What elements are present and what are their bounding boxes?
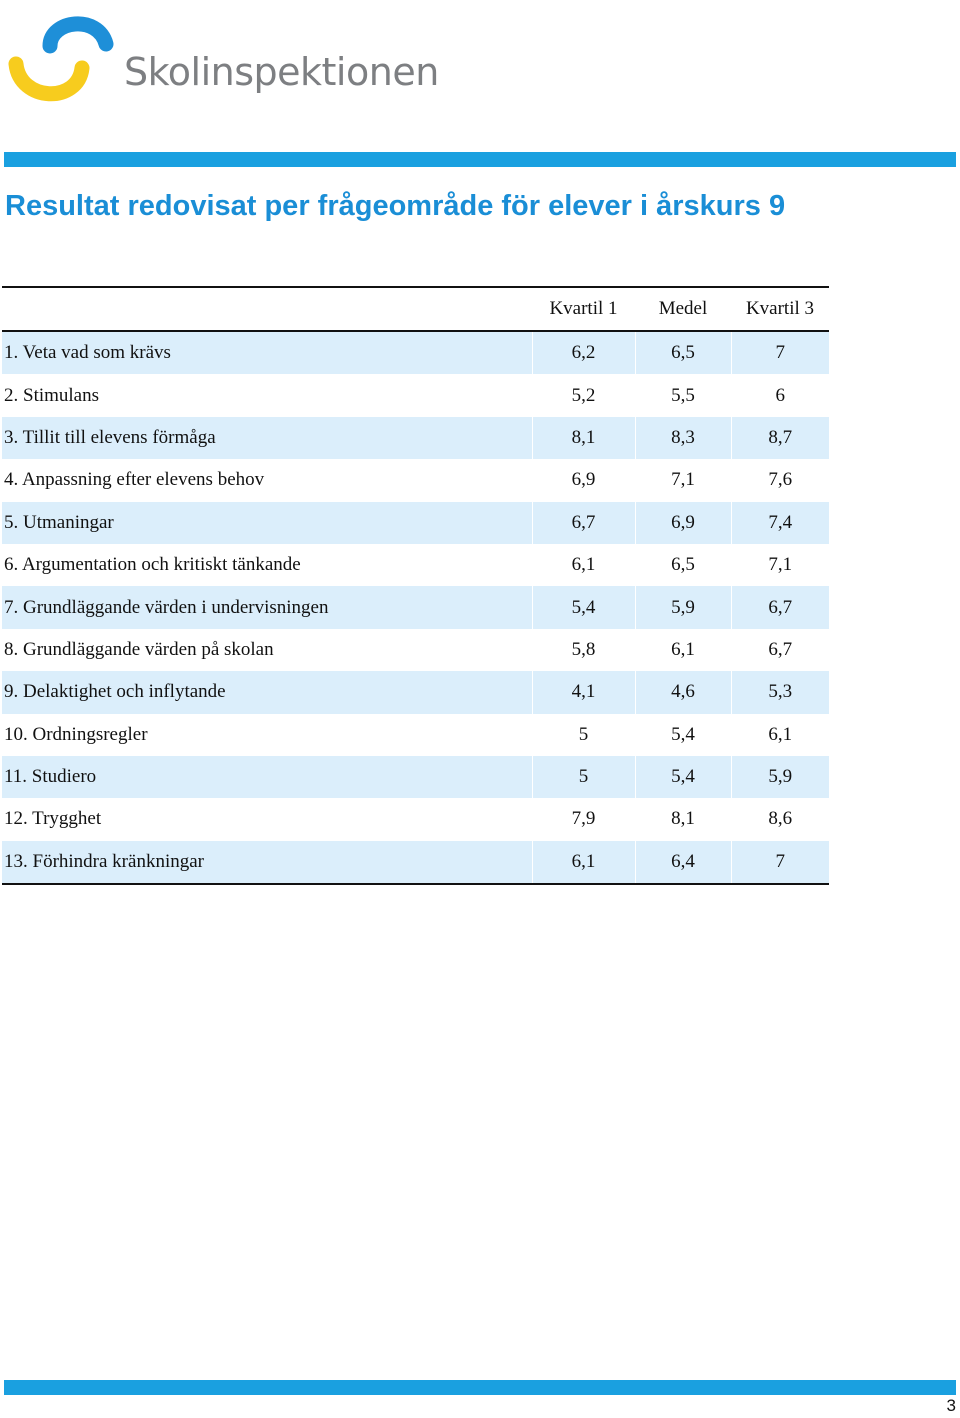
row-label: 6. Argumentation och kritiskt tänkande: [2, 544, 532, 586]
cell-kvartil-3: 6,7: [731, 629, 829, 671]
footer-accent-bar: [4, 1380, 956, 1395]
cell-medel: 8,1: [635, 798, 731, 840]
cell-kvartil-3: 6,7: [731, 586, 829, 628]
logo-text: Skolinspektionen: [124, 50, 439, 94]
table-row: [2, 756, 829, 798]
table-row: [2, 331, 829, 374]
cell-kvartil-3: 6,1: [731, 714, 829, 756]
cell-medel: 5,4: [635, 756, 731, 798]
row-label: 9. Delaktighet och inflytande: [2, 671, 532, 713]
cell-kvartil-1: 7,9: [532, 798, 635, 840]
cell-kvartil-1: 5,4: [532, 586, 635, 628]
row-label: 4. Anpassning efter elevens behov: [2, 459, 532, 501]
column-header-kvartil-1: Kvartil 1: [532, 287, 635, 331]
results-table: [2, 286, 829, 885]
cell-kvartil-3: 8,6: [731, 798, 829, 840]
table-row: [2, 417, 829, 459]
cell-kvartil-3: 8,7: [731, 417, 829, 459]
table-row: [2, 459, 829, 501]
cell-medel: 7,1: [635, 459, 731, 501]
cell-kvartil-3: 7,4: [731, 502, 829, 544]
table-row: [2, 629, 829, 671]
column-header-label: [2, 287, 532, 331]
table-row: [2, 502, 829, 544]
row-label: 3. Tillit till elevens förmåga: [2, 417, 532, 459]
table-row: [2, 544, 829, 586]
cell-kvartil-3: 7: [731, 841, 829, 884]
cell-kvartil-1: 4,1: [532, 671, 635, 713]
cell-kvartil-3: 7: [731, 331, 829, 374]
logo-mark-icon: [6, 6, 126, 116]
cell-kvartil-1: 5,8: [532, 629, 635, 671]
column-header-kvartil-3: Kvartil 3: [731, 287, 829, 331]
cell-kvartil-1: 5: [532, 714, 635, 756]
cell-medel: 5,9: [635, 586, 731, 628]
row-label: 10. Ordningsregler: [2, 714, 532, 756]
cell-medel: 6,1: [635, 629, 731, 671]
cell-kvartil-1: 6,1: [532, 841, 635, 884]
cell-medel: 5,4: [635, 714, 731, 756]
cell-kvartil-3: 5,9: [731, 756, 829, 798]
skolinspektionen-logo: [6, 6, 439, 116]
cell-kvartil-3: 7,1: [731, 544, 829, 586]
cell-medel: 5,5: [635, 374, 731, 416]
row-label: 11. Studiero: [2, 756, 532, 798]
column-header-medel: Medel: [635, 287, 731, 331]
table-row: [2, 671, 829, 713]
cell-kvartil-1: 8,1: [532, 417, 635, 459]
page-title: Resultat redovisat per frågeområde för elever i årskurs 9: [5, 190, 786, 222]
row-label: 1. Veta vad som krävs: [2, 331, 532, 374]
cell-kvartil-3: 6: [731, 374, 829, 416]
cell-kvartil-1: 6,9: [532, 459, 635, 501]
row-label: 7. Grundläggande värden i undervisningen: [2, 586, 532, 628]
table-row: [2, 586, 829, 628]
cell-kvartil-1: 6,2: [532, 331, 635, 374]
row-label: 5. Utmaningar: [2, 502, 532, 544]
row-label: 2. Stimulans: [2, 374, 532, 416]
cell-kvartil-1: 5,2: [532, 374, 635, 416]
header-accent-bar: [4, 152, 956, 167]
table-body: [2, 331, 829, 884]
cell-medel: 6,9: [635, 502, 731, 544]
table-row: [2, 798, 829, 840]
cell-medel: 6,5: [635, 331, 731, 374]
table-row: [2, 841, 829, 884]
row-label: 8. Grundläggande värden på skolan: [2, 629, 532, 671]
cell-kvartil-1: 6,1: [532, 544, 635, 586]
cell-kvartil-1: 6,7: [532, 502, 635, 544]
table-row: [2, 714, 829, 756]
cell-kvartil-3: 5,3: [731, 671, 829, 713]
row-label: 13. Förhindra kränkningar: [2, 841, 532, 884]
cell-kvartil-1: 5: [532, 756, 635, 798]
row-label: 12. Trygghet: [2, 798, 532, 840]
cell-medel: 8,3: [635, 417, 731, 459]
page-number: 3: [946, 1396, 956, 1415]
cell-medel: 4,6: [635, 671, 731, 713]
cell-medel: 6,5: [635, 544, 731, 586]
cell-kvartil-3: 7,6: [731, 459, 829, 501]
cell-medel: 6,4: [635, 841, 731, 884]
table-row: [2, 374, 829, 416]
table-header-row: [2, 287, 829, 331]
